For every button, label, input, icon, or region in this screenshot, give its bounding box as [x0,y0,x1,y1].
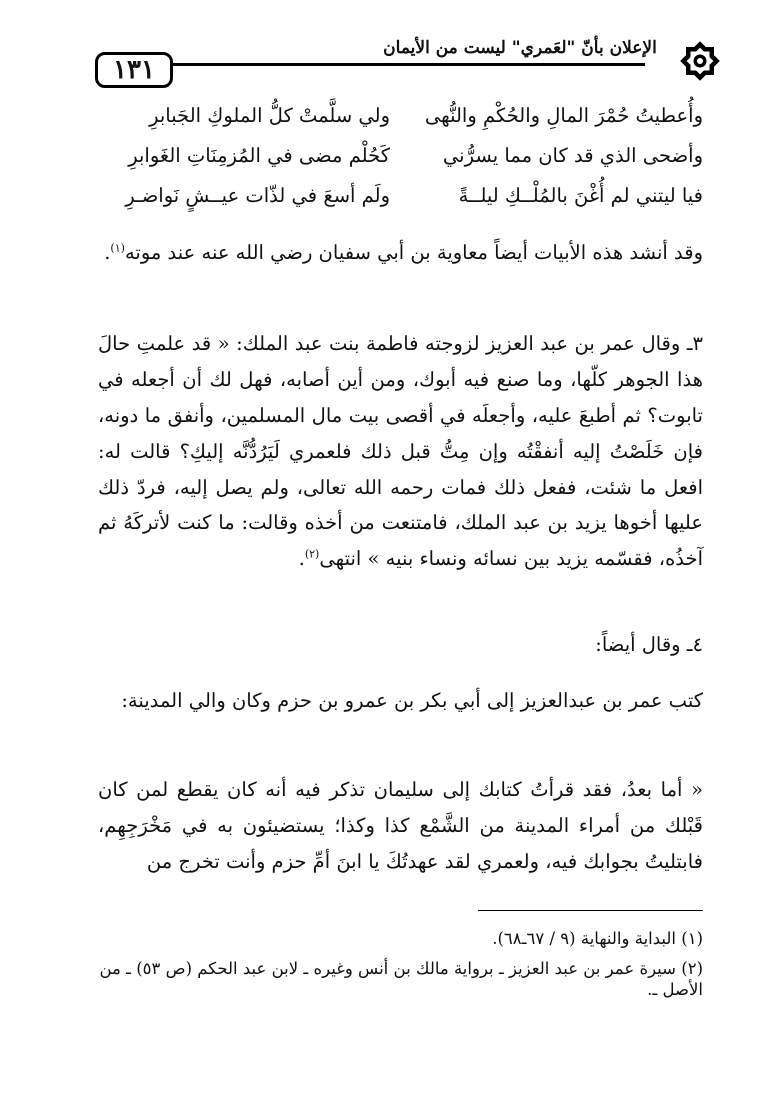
paragraph-umar-fatima: ٣ـ وقال عمر بن عبد العزيز لزوجته فاطمة بنت عبد الملك: « قد علمتِ حالَ هذا الجوهر كلّها، وما صنع فيه أبوك، ومن أين أصابه، فهل لك أن أجعله في تابوت؟ ثم أطبعَ عليه، وأجعلَه في أقصى بيت مال المسلمين، وأنفق ما دونه، فإن خَلَصْتُ إليه أنفقْتُه وإن مِتُّ قبل ذلك فلعمري لَيَرُدُّنَّه إليكِ؟ قالت له: افعل ما شئت، ففعل ذلك فمات رحمه الله تعالى، ولم يصل إليه، فردّ ذلك عليها أخوها يزيد بن عبد الملك، فامتنعت من أخذه وقالت: ما كنت لأتركَهُ ثم آخذُه، فقسّمه يزيد بين نسائه ونساء بنيه » انتهى$^{(٢)}$. [98,332,703,571]
page-header [0,18,757,85]
verse-line [98,104,703,140]
verse-second-hemistich: كَحُلْم مضى في المُزمِنَاتِ الغَوابرِ [128,144,390,167]
header-rule [100,63,645,66]
footnote-ref: (١) [110,241,125,255]
page-number: ١٣١ [95,52,173,88]
verse-first-hemistich: وأضحى الذي قد كان مما يسرُّني [442,144,703,167]
footnote: (٢) سيرة عمر بن عبد العزيز ـ برواية مالك بن أنس وغيره ـ لابن عبد الحكم (ص ٥٣) ـ من الأصل ـ. [99,959,703,1000]
paragraph-muawiya: وقد أنشد هذه الأبيات أيضاً معاوية بن أبي سفيان رضي الله عنه عند موته$^{(١)}$. [104,241,703,264]
paragraph-text: وقد أنشد هذه الأبيات أيضاً معاوية بن أبي سفيان رضي الله عنه عند موته [124,241,703,264]
verse-line [98,144,703,180]
verse-first-hemistich: وأُعطيتُ حُمْرَ المالِ والحُكْمِ والنُّهى [424,104,703,127]
paragraph-letter-quote: « أما بعدُ، فقد قرأتُ كتابك إلى سليمان تذكر فيه أنه كان يقطع لمن كان قَبْلك من أمراء المدينة من الشَّمْع كذا وكذا؛ يستضيئون به في مَخْرَجِهِم، فابتليتُ بجوابك فيه، ولعمري لقد عهدتُكَ يا ابنَ أمِّ حزم وأنت تخرج من [98,778,703,873]
running-title: الإعلان بأنّ "لعَمري" ليست من الأيمان [383,38,657,58]
footnote: (١) البداية والنهاية (٩ / ٦٧ـ٦٨). [492,929,703,948]
octagonal-ornament-icon [675,36,725,86]
footnote-rule [478,910,703,911]
verse-first-hemistich: فيا ليتني لم أُغْنَ بالمُلْــكِ ليلــةً [458,184,703,207]
verse-second-hemistich: ولَم أسعَ في لذّات عيــشٍ نَواضـرِ [125,184,390,207]
footnote-ref: (٢) [304,547,320,561]
paragraph-text: ٣ـ وقال عمر بن عبد العزيز لزوجته فاطمة بنت عبد الملك: « قد علمتِ حالَ هذا الجوهر كلّها، وما صنع فيه أبوك، ومن أين أصابه، فهل لك أن أجعله في تابوت؟ ثم أطبعَ عليه، وأجعلَه في أقصى بيت مال المسلمين، وأنفق ما دونه، فإن خَلَصْتُ إليه أنفقْتُه وإن مِتُّ قبل ذلك فلعمري لَيَرُدُّنَّه إليكِ؟ قالت له: افعل ما شئت، ففعل ذلك فمات رحمه الله تعالى، ولم يصل إليه، فردّ ذلك عليها أخوها يزيد بن عبد الملك، فامتنعت من أخذه وقالت: ما كنت لأتركَهُ ثم آخذُه، فقسّمه يزيد بين نسائه ونساء بنيه » انتهى [98,332,703,571]
paragraph-letter-intro: كتب عمر بن عبدالعزيز إلى أبي بكر بن عمرو بن حزم وكان والي المدينة: [121,689,703,712]
section-heading: ٤ـ وقال أيضاً: [595,633,703,656]
verse-second-hemistich: ولي سلَّمتْ كلُّ الملوكِ الجَبابرِ [149,104,390,127]
verse-line [98,184,703,220]
